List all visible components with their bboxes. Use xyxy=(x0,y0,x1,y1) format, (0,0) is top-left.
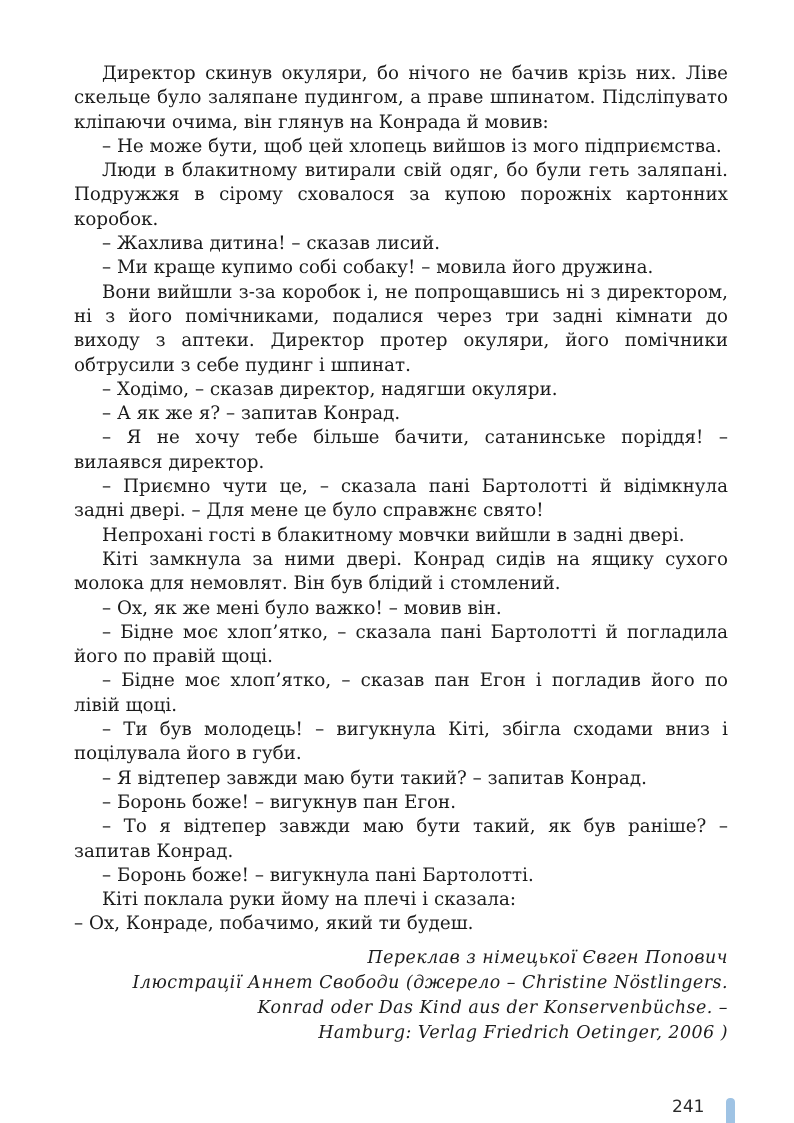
illustration-credit: Ілюстрації Аннет Свободи (джерело – Christine Nöstlingers. xyxy=(132,972,728,993)
paragraph: – Ох, як же мені було важко! – мовив він. xyxy=(102,597,502,619)
paragraph: – То я відтепер завжди маю бути такий, як був раніше? – запитав Конрад. xyxy=(74,816,728,862)
paragraph: – А як же я? – запитав Конрад. xyxy=(102,403,401,425)
story-text xyxy=(74,62,728,937)
translator-credit: Переклав з німецької Євген Попович xyxy=(367,947,728,968)
paragraph: Вони вийшли з-за коробок і, не попрощавшись ні з директором, ні з його помічниками, подалися через три задні кімнати до виходу з аптеки. Директор протер окуляри, його помічники обтрусили з себе пудинг і шпинат. xyxy=(74,281,728,376)
paragraph: – Ти був молодець! – вигукнула Кіті, збігла сходами вниз і поцілувала його в губи. xyxy=(74,719,728,765)
paragraph: – Ходімо, – сказав директор, надягши окуляри. xyxy=(102,378,558,400)
paragraph: – Я відтепер завжди маю бути такий? – запитав Конрад. xyxy=(102,767,647,789)
paragraph: – Я не хочу тебе більше бачити, сатанинське поріддя! – вилаявся директор. xyxy=(74,427,728,473)
paragraph: – Не може бути, щоб цей хлопець вийшов із мого підприємства. xyxy=(102,135,722,157)
source-credits xyxy=(74,946,728,1046)
paragraph: – Боронь боже! – вигукнула пані Бартолотті. xyxy=(102,864,534,886)
page-edge-marker xyxy=(726,1098,735,1123)
source-title: Konrad oder Das Kind aus der Konservenbüchse. – xyxy=(257,997,728,1018)
page-body xyxy=(74,62,728,1046)
paragraph: – Бідне моє хлоп’ятко, – сказав пан Егон і погладив його по лівій щоці. xyxy=(74,670,728,716)
paragraph: – Бідне моє хлоп’ятко, – сказала пані Бартолотті й погладила його по правій щоці. xyxy=(74,621,728,668)
paragraph: – Ох, Конраде, побачимо, який ти будеш. xyxy=(74,913,474,935)
paragraph: – Боронь боже! – вигукнув пан Егон. xyxy=(102,791,457,813)
paragraph: – Жахлива дитина! – сказав лисий. xyxy=(102,233,441,255)
paragraph: – Приємно чути це, – сказала пані Бартолотті й відімкнула задні двері. – Для мене це було справжнє свято! xyxy=(74,476,728,522)
paragraph: Кіті поклала руки йому на плечі і сказала: xyxy=(102,889,517,911)
publisher-info: Hamburg: Verlag Friedrich Oetinger, 2006 ) xyxy=(318,1022,728,1043)
paragraph: Директор скинув окуляри, бо нічого не бачив крізь них. Ліве скельце було заляпане пудингом, а праве шпинатом. Підсліпувато кліпаючи очима, він глянув на Конрада й мовив: xyxy=(74,63,728,133)
paragraph: Непрохані гості в блакитному мовчки вийшли в задні двері. xyxy=(102,524,685,546)
paragraph: Люди в блакитному витирали свій одяг, бо були геть заляпані. Подружжя в сірому сховалося за купою порожніх картонних коробок. xyxy=(74,160,728,230)
paragraph: Кіті замкнула за ними двері. Конрад сидів на ящику сухого молока для немовлят. Він був блідий і стомлений. xyxy=(74,548,728,595)
page-number: 241 xyxy=(672,1097,705,1117)
paragraph: – Ми краще купимо собі собаку! – мовила його дружина. xyxy=(102,257,654,279)
